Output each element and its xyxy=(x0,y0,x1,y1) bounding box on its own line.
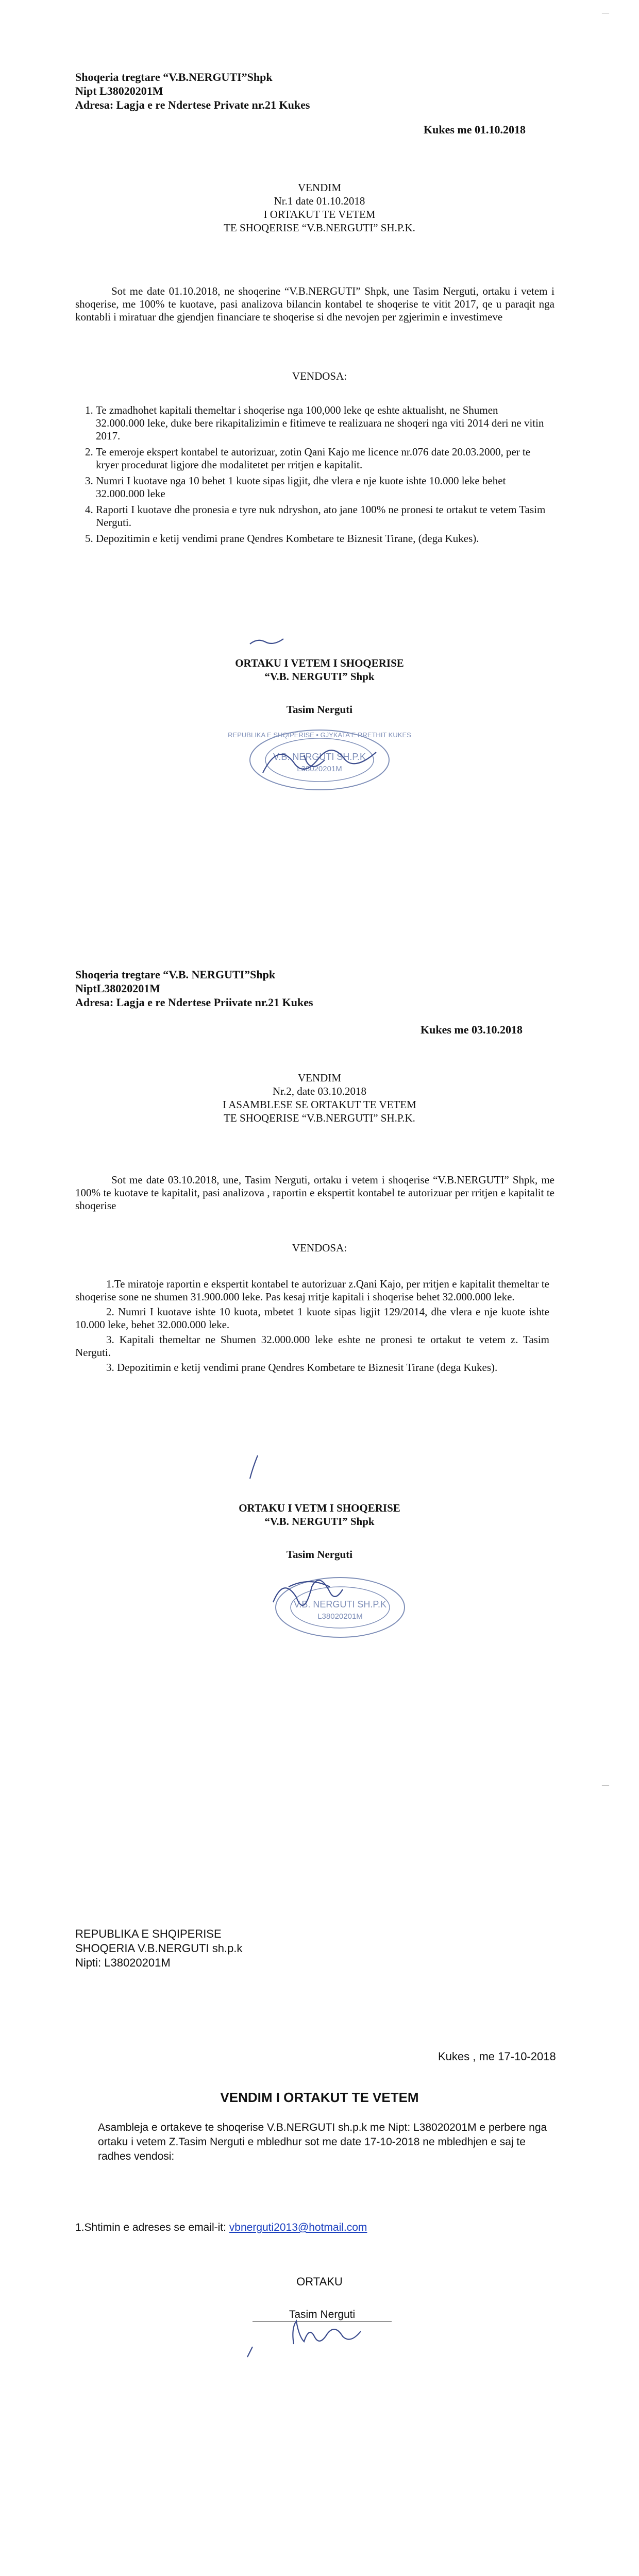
corner-mark: — xyxy=(602,1782,609,1789)
doc3-mark-scribble xyxy=(242,2344,258,2360)
doc3-item xyxy=(75,2221,367,2235)
doc2-item: 3. Depozitimin e ketij vendimi prane Qendres Kombetare te Biznesit Tirane (dega Kukes). xyxy=(106,1361,498,1374)
doc1-item: 1. Te zmadhohet kapitali themeltar i shoqerise nga 100,000 leke qe eshte aktualisht, ne Shumen 32.000.000 leke, duke bere rikapitalizimin e fitimeve te realizuara ne shoqeri nga viti 2014 deri ne vitin 2017. xyxy=(96,404,549,443)
doc2-signer-title2: “V.B. NERGUTI” Shpk xyxy=(264,1515,375,1528)
doc1-signer-title1: ORTAKU I VETEM I SHOQERISE xyxy=(235,657,404,669)
svg-text:V.B. NERGUTI SH.P.K: V.B. NERGUTI SH.P.K xyxy=(293,1599,387,1609)
doc1-place-date: Kukes me 01.10.2018 xyxy=(424,123,526,136)
doc2-item: 3. Kapitali themeltar ne Shumen 32.000.000 leke eshte ne pronesi te ortakut te vetem z. Tasim Nerguti. xyxy=(75,1333,549,1359)
signature-icon xyxy=(253,2303,392,2365)
doc2-issuer-line2: TE SHOQERISE “V.B.NERGUTI” SH.P.K. xyxy=(224,1112,415,1124)
doc2-stamp-signature xyxy=(258,1566,412,1643)
doc1-company: Shoqeria tregtare “V.B.NERGUTI”Shpk xyxy=(75,71,273,83)
doc1-item: 2. Te emeroje ekspert kontabel te autorizuar, zotin Qani Kajo me licence nr.076 date 20.03.2000, per te kryer procedurat ligjore dhe modalitetet per rritjen e kapitalit. xyxy=(96,446,549,471)
doc1-decides: VENDOSA: xyxy=(292,370,347,382)
doc2-signer-title1: ORTAKU I VETM I SHOQERISE xyxy=(239,1502,400,1514)
svg-text:L38020201M: L38020201M xyxy=(297,765,342,773)
doc2-intro: Sot me date 03.10.2018, une, Tasim Nerguti, ortaku i vetem i shoqerise “V.B.NERGUTI” Shpk, me 100% te kuotave te kapitalit, pasi analizova , raportin e ekspertit kontabel te autorizuar per rritjen e kapitalit te shoqerise xyxy=(75,1174,554,1212)
corner-mark: — xyxy=(602,9,609,17)
doc3-place-date: Kukes , me 17-10-2018 xyxy=(438,2050,556,2063)
doc2-place-date: Kukes me 03.10.2018 xyxy=(421,1023,523,1036)
signature-icon xyxy=(258,1566,412,1643)
doc2-number: Nr.2, date 03.10.2018 xyxy=(273,1085,366,1097)
doc2-decides: VENDOSA: xyxy=(292,1242,347,1254)
email-link[interactable]: vbnerguti2013@hotmail.com xyxy=(229,2222,367,2233)
doc3-nipt: Nipti: L38020201M xyxy=(75,1956,171,1969)
doc1-address: Adresa: Lagja e re Ndertese Private nr.21 Kukes xyxy=(75,98,310,111)
doc1-item: 5. Depozitimin e ketij vendimi prane Qendres Kombetare te Biznesit Tirane, (dega Kukes). xyxy=(96,532,549,545)
doc3-intro: Asambleja e ortakeve te shoqerise V.B.NERGUTI sh.p.k me Nipt: L38020201M e perbere nga ortaku i vetem Z.Tasim Nerguti e mbledhur sot me date 17-10-2018 ne mbledhjen e saj te radhes vendosi: xyxy=(98,2122,547,2162)
doc1-mark-scribble xyxy=(247,634,289,649)
doc3-company: SHOQERIA V.B.NERGUTI sh.p.k xyxy=(75,1942,243,1955)
doc1-item: 4. Raporti I kuotave dhe pronesia e tyre nuk ndryshon, ato jane 100% ne pronesi te ortakut te vetem Tasim Nerguti. xyxy=(96,503,549,529)
doc1-decision-list xyxy=(75,404,549,548)
doc2-nipt: NiptL38020201M xyxy=(75,982,160,995)
svg-text:REPUBLIKA E SHQIPERISE • GJYKA: REPUBLIKA E SHQIPERISE • GJYKATA E RRETHIT KUKES xyxy=(228,731,411,739)
doc2-decision-list xyxy=(75,1278,549,1374)
doc1-item: 3. Numri I kuotave nga 10 behet 1 kuote sipas ligjit, dhe vlera e nje kuote ishte 10.000 leke behet 32.000.000 leke xyxy=(96,474,549,500)
doc3-signer-name: Tasim Nerguti xyxy=(289,2309,356,2320)
doc2-item: 2. Numri I kuotave ishte 10 kuota, mbetet 1 kuote sipas ligjit 129/2014, dhe vlera e nje kuote ishte 10.000 leke, behet 32.000.000 leke. xyxy=(75,1306,549,1331)
doc1-number: Nr.1 date 01.10.2018 xyxy=(274,195,365,207)
svg-text:V.B. NERGUTI SH.P.K: V.B. NERGUTI SH.P.K xyxy=(273,752,366,762)
doc1-signer-name: Tasim Nerguti xyxy=(286,703,353,716)
doc1-title: VENDIM xyxy=(298,181,341,194)
svg-text:L38020201M: L38020201M xyxy=(317,1612,363,1621)
doc1-nipt: Nipt L38020201M xyxy=(75,84,163,97)
doc2-company: Shoqeria tregtare “V.B. NERGUTI”Shpk xyxy=(75,968,276,981)
signature-icon xyxy=(242,724,397,796)
doc2-issuer-line1: I ASAMBLESE SE ORTAKUT TE VETEM xyxy=(223,1098,416,1111)
doc1-signer-title2: “V.B. NERGUTI” Shpk xyxy=(264,670,375,683)
doc2-mark-scribble xyxy=(242,1453,273,1484)
doc3-signature-block xyxy=(253,2303,392,2365)
doc1-issuer-line2: TE SHOQERISE “V.B.NERGUTI” SH.P.K. xyxy=(224,222,415,234)
doc3-signer-title: ORTAKU xyxy=(296,2275,343,2288)
doc3-country: REPUBLIKA E SHQIPERISE xyxy=(75,1927,222,1940)
doc3-title: VENDIM I ORTAKUT TE VETEM xyxy=(220,2090,419,2105)
doc3-item-text: 1.Shtimin e adreses se email-it: xyxy=(75,2222,229,2233)
doc2-signer-name: Tasim Nerguti xyxy=(286,1548,353,1561)
doc2-title: VENDIM xyxy=(298,1072,341,1084)
doc1-intro: Sot me date 01.10.2018, ne shoqerine “V.B.NERGUTI” Shpk, une Tasim Nerguti, ortaku i vetem i shoqerise, me 100% te kuotave, pasi analizova bilancin kontabel te shoqerise te vitit 2017, qe u paraqit nga kontabli i miratuar dhe gjendjen financiare te shoqerise si dhe nevojen per zgjerimin e investimeve xyxy=(75,285,554,323)
doc1-stamp-signature xyxy=(228,724,411,796)
doc2-item: 1.Te miratoje raportin e ekspertit kontabel te autorizuar z.Qani Kajo, per rritjen e kapitalit themeltar te shoqerise sone ne shumen 31.900.000 leke. Pas kesaj rritje kapitali i shoqerise behet 32.000.000 leke. xyxy=(75,1278,549,1303)
doc1-issuer-line1: I ORTAKUT TE VETEM xyxy=(263,208,376,221)
doc2-address: Adresa: Lagja e re Ndertese Priivate nr.21 Kukes xyxy=(75,996,313,1009)
